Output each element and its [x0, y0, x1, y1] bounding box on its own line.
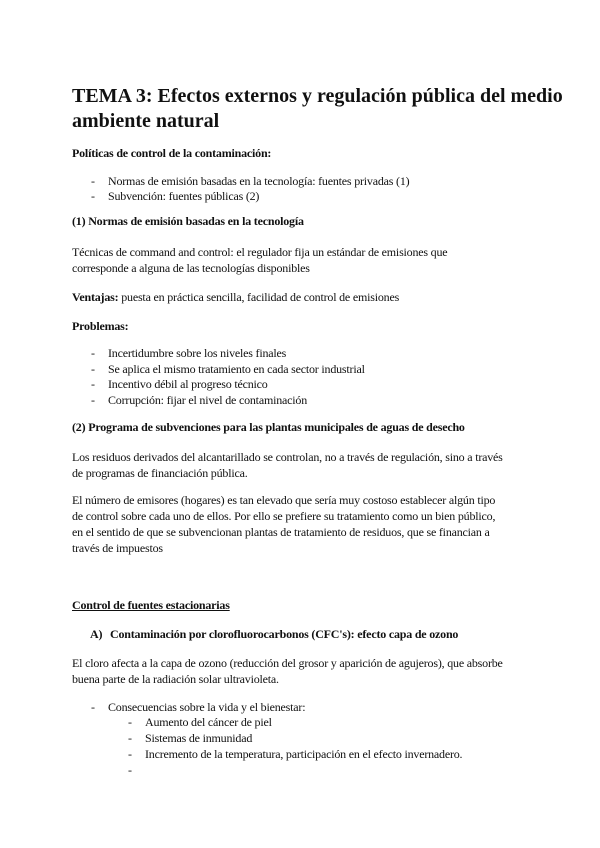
document-title-line2: ambiente natural: [72, 110, 220, 132]
nested-bullet-dash: -: [128, 763, 132, 777]
paragraph-line: de programas de financiación pública.: [72, 466, 248, 480]
ventajas-paragraph: [72, 290, 399, 305]
list-item: Normas de emisión basadas en la tecnología: fuentes privadas (1): [108, 174, 410, 188]
paragraph-line: El número de emisores (hogares) es tan elevado que sería muy costoso establecer algún tipo: [72, 493, 496, 507]
paragraph-line: través de impuestos: [72, 541, 163, 555]
nested-bullet-dash: -: [128, 731, 132, 745]
paragraph-line: buena parte de la radiación solar ultravioleta.: [72, 672, 279, 686]
bullet-dash: -: [91, 346, 95, 360]
bullet-dash: -: [91, 393, 95, 407]
list-item: Incertidumbre sobre los niveles finales: [108, 346, 287, 360]
ventajas-label: Ventajas:: [72, 290, 119, 304]
heading-problemas: Problemas:: [72, 319, 129, 333]
ventajas-text: puesta en práctica sencilla, facilidad de control de emisiones: [118, 290, 400, 304]
nested-list-item: Incremento de la temperatura, participación en el efecto invernadero.: [145, 747, 463, 761]
heading-control-fuentes: Control de fuentes estacionarias: [72, 598, 230, 612]
heading-politicas: Políticas de control de la contaminación:: [72, 146, 272, 160]
bullet-dash: -: [91, 377, 95, 391]
bullet-dash: -: [91, 174, 95, 188]
subheading-a-label: A): [90, 627, 103, 641]
subheading-a: Contaminación por clorofluorocarbonos (CFC's): efecto capa de ozono: [110, 627, 459, 641]
list-item: Incentivo débil al progreso técnico: [108, 377, 268, 391]
paragraph-line: Los residuos derivados del alcantarillado se controlan, no a través de regulación, sino a través: [72, 450, 503, 464]
paragraph-line: de control sobre cada uno de ellos. Por ello se prefiere su tratamiento como un bien público,: [72, 509, 496, 523]
bullet-dash: -: [91, 700, 95, 714]
list-item: Corrupción: fijar el nivel de contaminación: [108, 393, 307, 407]
nested-bullet-dash: -: [128, 747, 132, 761]
document-title-line1: TEMA 3: Efectos externos y regulación pública del medio: [72, 85, 563, 107]
paragraph-line: corresponde a alguna de las tecnologías disponibles: [72, 261, 310, 275]
paragraph-line: El cloro afecta a la capa de ozono (reducción del grosor y aparición de agujeros), que absorbe: [72, 656, 503, 670]
nested-list-item: Sistemas de inmunidad: [145, 731, 253, 745]
nested-bullet-dash: -: [128, 715, 132, 729]
heading-section-2: (2) Programa de subvenciones para las plantas municipales de aguas de desecho: [72, 420, 465, 434]
heading-section-1: (1) Normas de emisión basadas en la tecnología: [72, 214, 304, 228]
paragraph-line: en el sentido de que se subvencionan plantas de tratamiento de residuos, que se financian a: [72, 525, 490, 539]
paragraph-line: Técnicas de command and control: el regulador fija un estándar de emisiones que: [72, 245, 448, 259]
bullet-dash: -: [91, 362, 95, 376]
list-item: Consecuencias sobre la vida y el bienestar:: [108, 700, 306, 714]
nested-list-item: Aumento del cáncer de piel: [145, 715, 272, 729]
list-item: Se aplica el mismo tratamiento en cada sector industrial: [108, 362, 365, 376]
list-item: Subvención: fuentes públicas (2): [108, 189, 260, 203]
bullet-dash: -: [91, 189, 95, 203]
